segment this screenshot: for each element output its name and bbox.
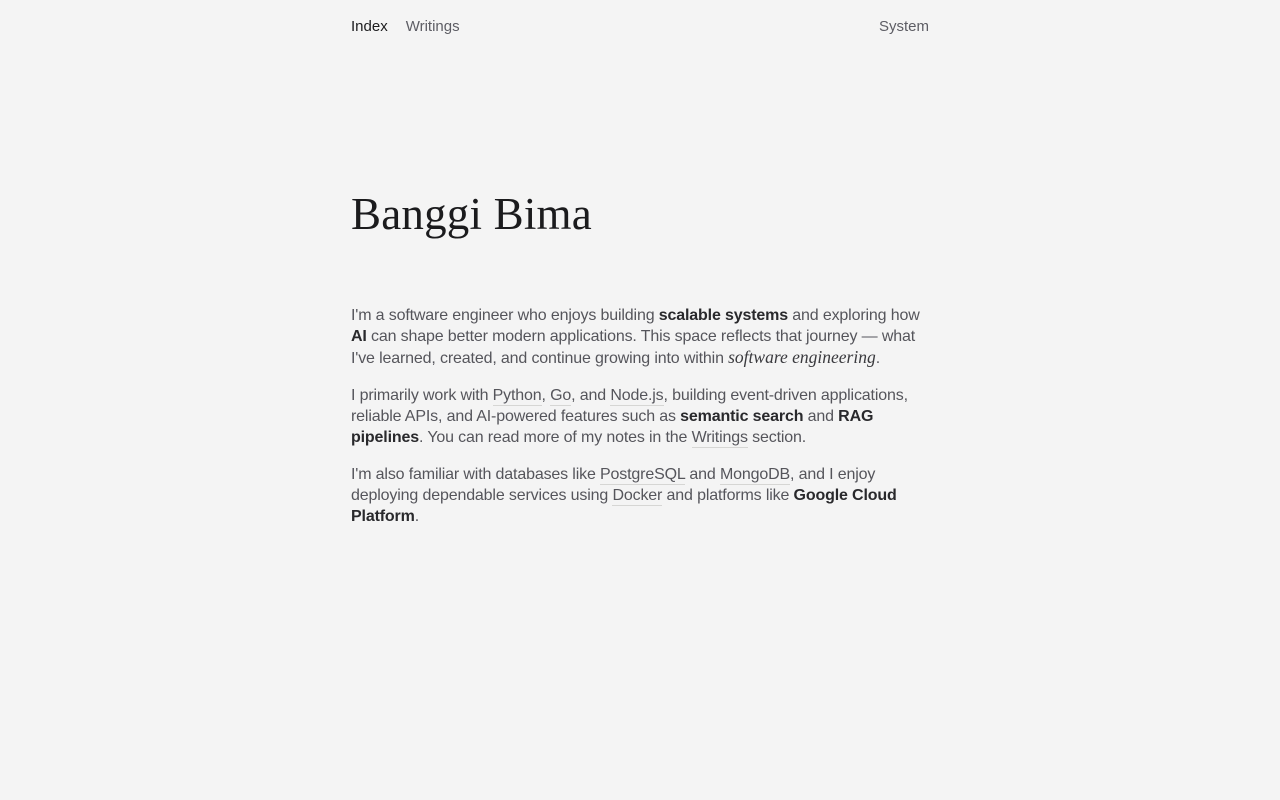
text-segment: , building event-driven applications, reliable APIs, and AI-powered features such as xyxy=(351,386,908,425)
nav-left-group xyxy=(351,17,460,37)
text-segment: section. xyxy=(747,428,807,446)
text-segment: can shape better modern applications. This space reflects that journey — what I've learned, created, and continue growing into within xyxy=(351,327,916,367)
paragraph xyxy=(351,464,929,527)
text-segment: . You can read more of my notes in the xyxy=(419,428,692,446)
text-segment: , and I enjoy deploying dependable services using xyxy=(351,465,876,504)
mongodb-link[interactable]: MongoDB xyxy=(719,465,791,483)
docker-link[interactable]: Docker xyxy=(612,486,663,504)
text-segment: I primarily work with xyxy=(351,386,493,404)
italic-term: software engineering xyxy=(728,346,876,367)
bold-term: RAG pipelines xyxy=(351,407,874,446)
nav-right-group xyxy=(879,17,929,37)
bold-term: semantic search xyxy=(680,407,804,425)
bold-term: Google Cloud Platform xyxy=(351,486,897,525)
text-segment: . xyxy=(414,507,419,525)
writings-link[interactable]: Writings xyxy=(691,428,748,446)
postgresql-link[interactable]: PostgreSQL xyxy=(600,465,686,483)
text-segment: and xyxy=(803,407,839,425)
text-segment: and platforms like xyxy=(662,486,794,504)
nodejs-link[interactable]: Node.js xyxy=(610,386,664,404)
intro-paragraphs xyxy=(351,305,929,527)
bold-term: AI xyxy=(351,327,367,345)
text-segment: , and xyxy=(571,386,611,404)
go-link[interactable]: Go xyxy=(550,386,572,404)
text-segment: . xyxy=(875,349,881,367)
page-title: Banggi Bima xyxy=(351,189,592,239)
text-segment: and xyxy=(685,465,720,483)
top-nav xyxy=(351,17,929,37)
python-link[interactable]: Python xyxy=(492,386,542,404)
text-segment: I'm a software engineer who enjoys building xyxy=(351,306,659,324)
text-segment: I'm also familiar with databases like xyxy=(351,465,601,483)
text-segment: , xyxy=(541,386,551,404)
nav-link-system[interactable]: System xyxy=(878,18,929,35)
nav-link-index[interactable]: Index xyxy=(351,18,388,35)
bold-term: scalable systems xyxy=(658,306,788,324)
text-segment: and exploring how xyxy=(788,306,920,324)
content-column xyxy=(351,0,929,527)
paragraph xyxy=(351,385,929,448)
nav-link-writings[interactable]: Writings xyxy=(405,18,460,35)
paragraph xyxy=(351,305,929,369)
